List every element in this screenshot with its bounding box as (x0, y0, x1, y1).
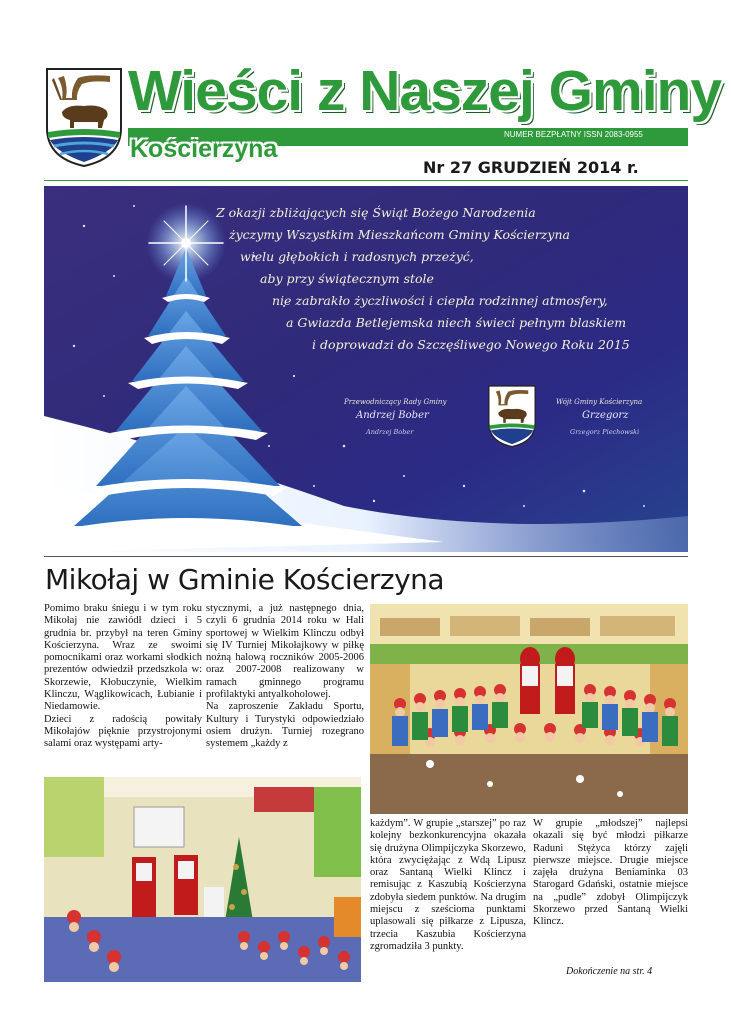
issue-number: Nr 27 GRUDZIEŃ 2014 r. (423, 158, 639, 177)
christmas-greeting-card (44, 186, 688, 552)
left-signatory-role: Przewodniczący Rady Gminy (344, 398, 447, 406)
issn-note: NUMER BEZPŁATNY ISSN 2083-0955 (504, 130, 643, 139)
article-column-3 (370, 818, 526, 953)
paragraph: W grupie „młodszej” najlepsi okazali się być młodzi piłkarze Raduni Stężyca którzy zajęli pierwsze miejsce. Drugie miejsce zajęła drużyna Beniaminka 03 Starogard Gdański, ostatnie miejsce na „pudle” zdobył Olimpijczyk Skorzewo przed Santaną Wielki Klincz. (533, 818, 688, 928)
paragraph: Dzieci z radością powitały Mikołajów pięknie przystrojonymi salami oraz występami arty- (44, 713, 202, 750)
paragraph: każdym”. W grupie „starszej” po raz kolejny bezkonkurencyjna okazała się drużyna Olimpijczyka Skorzewo, która zwyciężając z Wdą Lipusz oraz Santaną Wielki Klincz i remisując z Kaszubią Kościerzyna zdobyła siedem punktów. Na drugim miejscu z sześcioma punktami uplasowali się piłkarze z Lipusza, trzecia Kaszubia Kościerzyna zgromadziła 3 punkty. (370, 818, 526, 952)
article-column-4 (533, 818, 688, 929)
continued-note: Dokończenie na str. 4 (566, 966, 653, 977)
greeting-line-2: życzymy Wszystkim Mieszkańcom Gminy Kościerzyna (229, 227, 570, 242)
issue-divider (44, 180, 688, 181)
greeting-line-5: nie zabrakło życzliwości i ciepła rodzinnej atmosfery, (272, 293, 608, 308)
right-signature: Grzegorz (582, 410, 629, 421)
photo-children-with-santas (370, 604, 688, 814)
greeting-line-3: wielu głębokich i radosnych przeżyć, (240, 249, 474, 264)
paragraph: stycznymi, a już następnego dnia, czyli 6 grudnia 2014 roku w Hali sportowej w Wielkim Klinczu odbył się IV Turniej Mikołajkowy w piłkę nożną halową roczników 2005-2006 oraz 2007-2008 realizowany w ramach gminnego programu profilaktyki antyalkoholowej. (206, 603, 364, 701)
greeting-line-7: i doprowadzi do Szczęśliwego Nowego Roku 2015 (312, 337, 630, 352)
article-headline: Mikołaj w Gminie Kościerzyna (45, 563, 445, 596)
article-column-2 (206, 603, 364, 751)
greeting-line-1: Z okazji zbliżających się Świąt Bożego Narodzenia (216, 205, 536, 220)
left-signature: Andrzej Bober (356, 410, 429, 421)
section-divider (44, 556, 688, 557)
coat-of-arms-logo (44, 66, 124, 168)
photo-kindergarten-santas (44, 777, 361, 982)
greeting-line-4: aby przy świątecznym stole (260, 271, 434, 286)
paragraph: Na zaproszenie Zakładu Sportu, Kultury i Turystyki odpowiedziało osiem drużyn. Turniej rozegrano systemem „każdy z (206, 701, 364, 750)
article-column-1 (44, 603, 202, 751)
coat-of-arms-small-icon (487, 384, 537, 448)
right-signatory-role: Wójt Gminy Kościerzyna (556, 398, 643, 406)
paragraph: Pomimo braku śniegu i w tym roku Mikołaj nie zawiódł dzieci i 5 grudnia br. przybył na teren Gminy Kościerzyna. Wraz ze swoimi pomocnikami oraz workami słodkich prezentów odwiedził przedszkola w: Skorzewie, Kłobuczynie, Wielkim Klinczu, Wąglikowicach, Łubianie i Niedamowie. (44, 603, 202, 713)
right-signatory-name: Grzegorz Piechowski (570, 428, 640, 436)
newspaper-subtitle: Kościerzyna (130, 135, 278, 163)
left-signatory-name: Andrzej Bober (366, 428, 414, 436)
newspaper-title: Wieści z Naszej Gminy (128, 59, 722, 123)
greeting-line-6: a Gwiazda Betlejemska niech świeci pełnym blaskiem (286, 315, 627, 330)
